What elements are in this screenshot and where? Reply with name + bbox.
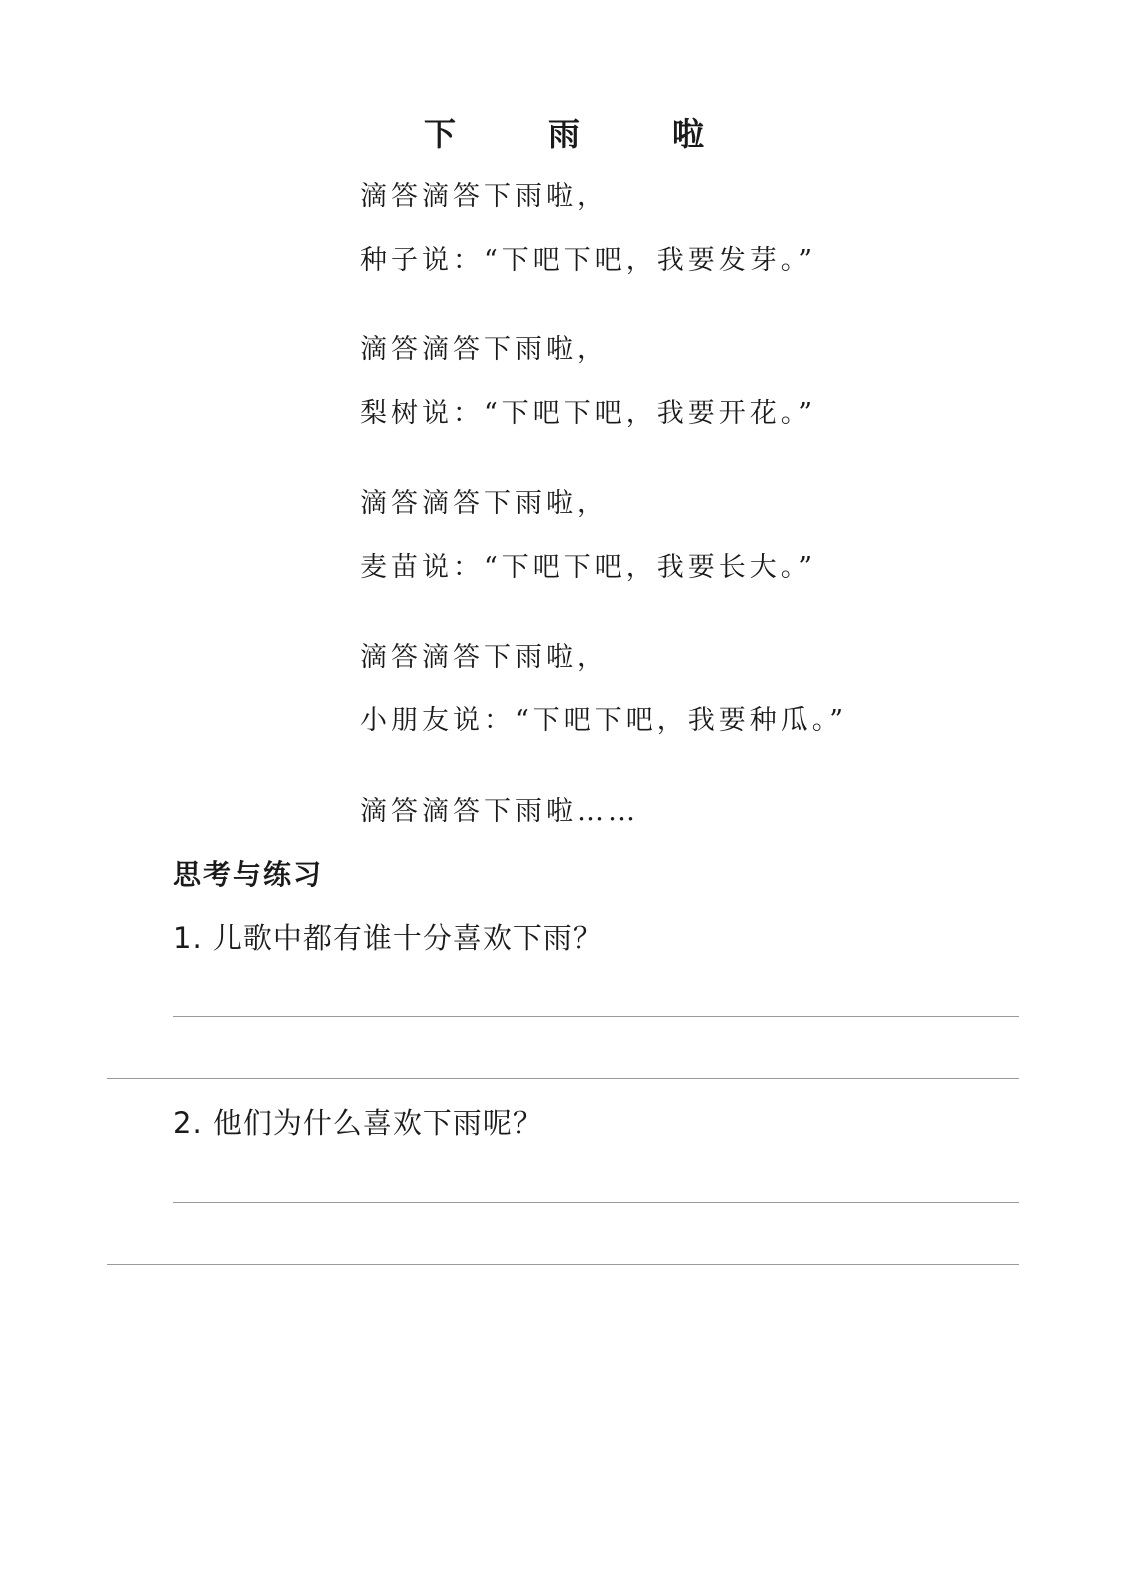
poem-line: 滴答滴答下雨啦…… [360, 796, 639, 827]
poem-line: 麦苗说：“下吧下吧，我要长大。” [360, 552, 817, 583]
poem-line: 滴答滴答下雨啦， [360, 642, 608, 673]
answer-line[interactable] [173, 1016, 1019, 1017]
question-1: 1. 儿歌中都有谁十分喜欢下雨？ [173, 921, 603, 955]
poem-line: 滴答滴答下雨啦， [360, 181, 608, 212]
poem-line: 小朋友说：“下吧下吧，我要种瓜。” [360, 705, 848, 736]
poem-line: 梨树说：“下吧下吧，我要开花。” [360, 398, 817, 429]
answer-line[interactable] [107, 1078, 1019, 1079]
poem-line: 滴答滴答下雨啦， [360, 334, 608, 365]
question-2: 2. 他们为什么喜欢下雨呢？ [173, 1106, 543, 1140]
poem-line: 种子说：“下吧下吧，我要发芽。” [360, 245, 817, 276]
poem-line: 滴答滴答下雨啦， [360, 488, 608, 519]
exercise-heading: 思考与练习 [173, 858, 324, 891]
answer-line[interactable] [107, 1264, 1019, 1265]
answer-line[interactable] [173, 1202, 1019, 1203]
poem-title: 下 雨 啦 [423, 115, 734, 153]
